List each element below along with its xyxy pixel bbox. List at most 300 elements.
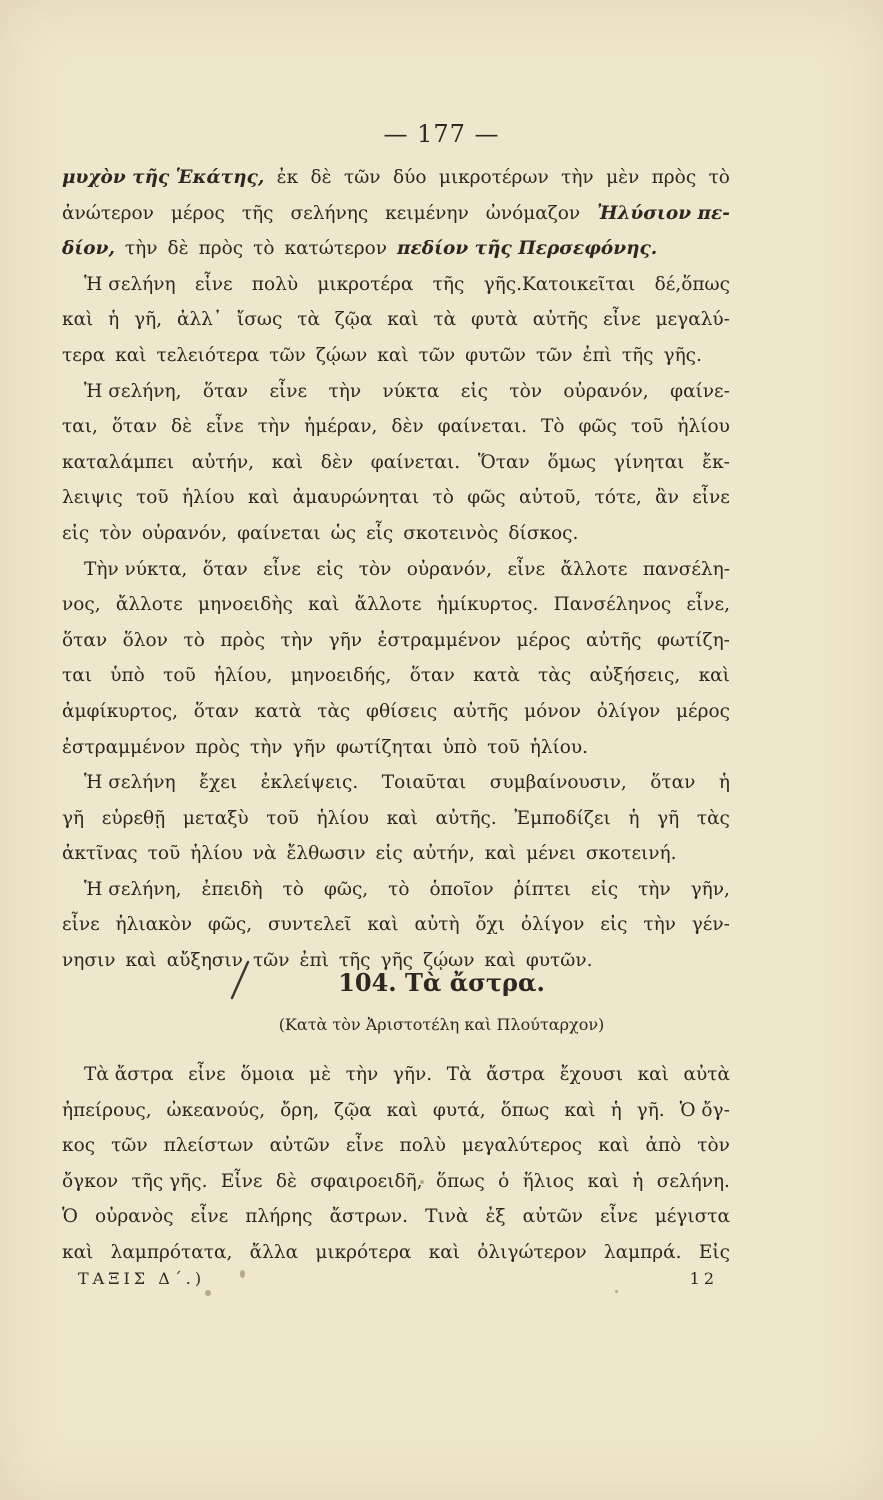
word: εἰς bbox=[460, 380, 488, 402]
word: αὐτῆς bbox=[452, 700, 509, 722]
word: καὶ bbox=[271, 451, 303, 473]
word: τότε, bbox=[594, 487, 642, 509]
word: τῆς bbox=[621, 344, 654, 366]
word: δέ,ὅπως bbox=[654, 273, 730, 295]
word: εἶνε bbox=[194, 273, 233, 295]
word: φαίνεται. bbox=[370, 451, 461, 473]
word: μικροτέρων bbox=[438, 167, 549, 188]
word: μέρος bbox=[516, 629, 571, 651]
page-number: — 177 — bbox=[383, 120, 500, 148]
word: ὅλον bbox=[122, 629, 168, 651]
word: τὸ bbox=[708, 167, 730, 188]
word: μεταξὺ bbox=[182, 807, 249, 829]
word: Ἡ σελήνη, bbox=[84, 380, 182, 402]
word: καὶ bbox=[587, 1170, 619, 1192]
word: ἡλίου, bbox=[214, 665, 273, 687]
word: ἄλλοτε bbox=[115, 594, 183, 616]
text-line bbox=[62, 552, 730, 588]
word: κατὰ bbox=[254, 700, 302, 722]
word: ἐξ bbox=[485, 1206, 506, 1228]
word: καὶ bbox=[377, 344, 409, 366]
word: τερα bbox=[62, 344, 106, 366]
word: γῆ bbox=[657, 807, 680, 829]
word: κειμένην bbox=[385, 202, 469, 224]
word: καὶ bbox=[62, 1241, 94, 1263]
word: ὅταν bbox=[62, 629, 108, 651]
word: αὐτήν, bbox=[412, 843, 475, 865]
word: τοῦ bbox=[266, 807, 299, 829]
word: ἐκλείψεις. bbox=[260, 772, 359, 794]
word: Ἡ σελήνη, bbox=[84, 878, 182, 900]
word: καὶ bbox=[62, 309, 94, 331]
word: μέρος bbox=[170, 202, 225, 224]
text-line bbox=[62, 196, 730, 232]
word: δίσκος. bbox=[508, 522, 579, 544]
word: φυτῶν. bbox=[525, 950, 593, 972]
word: ἔκ- bbox=[702, 451, 730, 473]
ink-speck bbox=[615, 1290, 618, 1293]
section-number: 104. bbox=[338, 968, 397, 997]
word: τὸ bbox=[253, 238, 275, 260]
word: ἥλιος bbox=[522, 1170, 575, 1192]
word: τὰς bbox=[538, 665, 572, 687]
body-text-top bbox=[62, 160, 730, 979]
word: εἰς bbox=[590, 878, 619, 900]
word: γῆν bbox=[328, 629, 362, 651]
word: ἂν bbox=[655, 487, 679, 509]
text-line bbox=[62, 1057, 730, 1093]
word: γῆς.Κατοικεῖται bbox=[483, 273, 636, 295]
word: σκοτεινὸς bbox=[403, 522, 499, 544]
text-line bbox=[62, 409, 730, 445]
signature-number: 12 bbox=[689, 1269, 718, 1288]
word: ται, bbox=[62, 416, 98, 438]
word: οὐρανόν, bbox=[406, 558, 493, 580]
word: ἀλλ᾽ bbox=[176, 309, 223, 331]
word: τῶν bbox=[269, 344, 306, 366]
word: ἔχουσι bbox=[559, 1064, 623, 1085]
word: τὸ bbox=[432, 487, 454, 509]
word: ὅταν bbox=[202, 558, 248, 580]
word: ἡμέραν, bbox=[304, 416, 378, 438]
ink-speck bbox=[205, 1290, 211, 1296]
word: γῆς bbox=[380, 950, 414, 972]
word: αὐξήσεις, bbox=[589, 665, 681, 687]
section-source: (Κατὰ τὸν Ἀριστοτέλη καὶ Πλούταρχον) bbox=[278, 1015, 605, 1034]
word: φῶς bbox=[467, 487, 506, 509]
word: πλήρης bbox=[245, 1206, 313, 1228]
paragraph bbox=[62, 160, 730, 267]
word: τὴν bbox=[561, 167, 594, 188]
word: Ἐμποδίζει bbox=[514, 807, 611, 829]
word: σφαιροειδῆ, bbox=[310, 1170, 423, 1192]
word: νύκτα bbox=[382, 380, 440, 402]
word: λαμπρότατα, bbox=[110, 1241, 233, 1263]
word: τῆς bbox=[241, 202, 274, 224]
word: εἰς bbox=[600, 914, 628, 936]
signature-label: ΤΑΞΙΣ Δ΄.) bbox=[78, 1269, 206, 1288]
word: ἄλλοτε bbox=[560, 558, 628, 580]
word: τῆς bbox=[338, 950, 371, 972]
word: μεγαλύ- bbox=[655, 309, 730, 331]
word: εἶνε bbox=[692, 487, 730, 509]
word: εἶνε bbox=[190, 1206, 229, 1228]
word: καὶ bbox=[598, 1135, 630, 1157]
word: τὴν bbox=[643, 914, 676, 936]
word: Πανσέληνος bbox=[553, 594, 672, 616]
paragraph bbox=[62, 765, 730, 872]
word: λαμπρά. bbox=[603, 1241, 682, 1263]
word: τὸν bbox=[358, 558, 392, 580]
word: μένει bbox=[526, 843, 576, 865]
word: καὶ bbox=[308, 594, 340, 616]
word: δὲ bbox=[310, 167, 332, 188]
word: τὴν bbox=[345, 1064, 379, 1085]
body-text-bottom bbox=[62, 1057, 730, 1271]
word: αὐτοῦ, bbox=[519, 487, 582, 509]
word: ἔχει bbox=[199, 772, 238, 794]
word: τὸ bbox=[183, 629, 205, 651]
word: ἴσως bbox=[237, 309, 283, 331]
word: γῆ. bbox=[636, 1099, 665, 1121]
word: ὅπως bbox=[435, 1170, 485, 1192]
word: εἶνε bbox=[62, 914, 100, 936]
word: εἶνε bbox=[188, 1064, 226, 1085]
ink-speck bbox=[240, 1270, 245, 1278]
word: ὄχι bbox=[475, 914, 506, 936]
word: καὶ bbox=[484, 843, 517, 865]
word: αὐτὰ bbox=[683, 1064, 730, 1085]
word: ἄστρων. bbox=[329, 1206, 409, 1228]
word: ἐπειδὴ bbox=[201, 878, 263, 900]
word: τελειότερα bbox=[156, 344, 260, 366]
word: οὐρανόν, bbox=[141, 522, 228, 544]
word: εὑρεθῇ bbox=[101, 807, 166, 829]
word: Ὁ bbox=[62, 1206, 78, 1228]
word: ἡλίου bbox=[182, 487, 235, 509]
text-line bbox=[62, 907, 730, 943]
word: ἀκτῖνας bbox=[62, 843, 138, 865]
word: ὅμως bbox=[547, 451, 597, 473]
word: νησιν bbox=[62, 950, 116, 972]
word: αὐτήν, bbox=[191, 451, 254, 473]
word: ἡλίου bbox=[316, 807, 369, 829]
word: φωτίζηται bbox=[335, 736, 433, 758]
word: τὴν bbox=[249, 736, 283, 758]
word: εἷς bbox=[366, 522, 394, 544]
word: σελήνης bbox=[290, 202, 369, 224]
word: ζῷα bbox=[334, 1099, 372, 1121]
word: δὲ bbox=[170, 416, 193, 438]
word: ἡ bbox=[628, 807, 640, 829]
word: ἡ bbox=[108, 309, 120, 331]
text-line bbox=[62, 338, 730, 374]
word: τοῦ bbox=[630, 416, 664, 438]
word: τῆς γῆς. bbox=[131, 1170, 208, 1192]
word: γέν- bbox=[691, 914, 730, 936]
word: καὶ bbox=[247, 487, 280, 509]
word: Ὁ ὄγ- bbox=[679, 1099, 730, 1121]
word: φῶς, bbox=[207, 914, 253, 936]
word: φῶς bbox=[578, 416, 617, 438]
word: κος bbox=[62, 1135, 96, 1157]
word: αὐτῆς bbox=[586, 629, 642, 651]
word: εἶνε bbox=[263, 558, 301, 580]
word: ὡς bbox=[330, 522, 357, 544]
word: φυτὰ bbox=[470, 309, 518, 331]
word: αὐτῆς bbox=[532, 309, 589, 331]
word: εἶνε bbox=[269, 380, 308, 402]
word: ὁποῖον bbox=[429, 878, 494, 900]
word: ἐπὶ bbox=[582, 344, 612, 366]
word: μηνοειδὴς bbox=[197, 594, 293, 616]
word: φῶς, bbox=[323, 878, 369, 900]
word: τὸν bbox=[697, 1135, 730, 1157]
word: εἶνε bbox=[205, 416, 244, 438]
word: εἰς bbox=[62, 522, 90, 544]
word: ἡ bbox=[718, 772, 730, 794]
word: ἄστρα bbox=[486, 1064, 545, 1085]
word: τὴν bbox=[257, 416, 291, 438]
ink-speck bbox=[420, 1180, 424, 1184]
word: μόνον bbox=[524, 700, 581, 722]
word: δὲ bbox=[167, 238, 189, 260]
word: ἡ bbox=[632, 1170, 644, 1192]
word: φαίνεται. bbox=[437, 416, 528, 438]
paragraph bbox=[62, 552, 730, 766]
word: νος, bbox=[62, 594, 101, 616]
text-line bbox=[62, 623, 730, 659]
word: καὶ bbox=[387, 309, 419, 331]
text-line bbox=[62, 267, 730, 303]
word: τὰ bbox=[433, 309, 457, 331]
word: τὰς bbox=[696, 807, 730, 829]
word: πανσέλη- bbox=[642, 558, 730, 580]
word: ὀλίγον bbox=[520, 914, 585, 936]
text-line bbox=[62, 694, 730, 730]
word: πρὸς bbox=[195, 736, 240, 758]
word: σκοτεινή. bbox=[585, 843, 677, 865]
word: Τὰ ἄστρα bbox=[84, 1064, 174, 1085]
word: γῆν, bbox=[690, 878, 730, 900]
word: καὶ bbox=[484, 950, 516, 972]
word: πρὸς bbox=[198, 238, 244, 260]
word: Τὰ bbox=[446, 1064, 472, 1085]
word: φαίνε- bbox=[670, 380, 730, 402]
word: ὄγκον bbox=[62, 1170, 119, 1192]
word: ἀμαυρώνηται bbox=[292, 487, 420, 509]
word: Τὸ bbox=[540, 416, 565, 438]
section-title: Τὰ ἄστρα. bbox=[405, 968, 545, 997]
word: τὴν bbox=[124, 238, 158, 260]
word: οὐρανὸς bbox=[94, 1206, 174, 1228]
word: Ἠλύσιον πε- bbox=[597, 202, 730, 224]
text-line bbox=[62, 1093, 730, 1129]
text-line bbox=[62, 1128, 730, 1164]
word: φυτά, bbox=[432, 1099, 486, 1121]
word: τῶν bbox=[418, 344, 456, 366]
word: δὲν bbox=[391, 416, 424, 438]
word: κατὰ bbox=[473, 665, 520, 687]
word: ἐκ bbox=[276, 167, 299, 188]
word: ἡλιακὸν bbox=[115, 914, 193, 936]
word: φωτίζη- bbox=[657, 629, 730, 651]
word: ἀπὸ bbox=[645, 1135, 682, 1157]
text-line bbox=[62, 480, 730, 516]
word: ὅταν bbox=[650, 772, 696, 794]
word: καὶ bbox=[367, 914, 399, 936]
word: τῶν bbox=[343, 167, 381, 188]
word: Τὴν νύκτα, bbox=[84, 558, 188, 580]
word: αὔξησιν bbox=[166, 950, 243, 972]
word: πλείστων bbox=[163, 1135, 254, 1157]
word: γῆ bbox=[62, 807, 85, 829]
word: μυχὸν τῆς Ἑκάτης, bbox=[62, 167, 265, 188]
word: συμβαίνουσιν, bbox=[489, 772, 627, 794]
word: τοῦ bbox=[163, 665, 196, 687]
word: δίον, bbox=[62, 238, 115, 260]
word: μηνοειδής, bbox=[290, 665, 392, 687]
word: σελήνη. bbox=[656, 1170, 730, 1192]
word: καὶ bbox=[428, 1241, 460, 1263]
word: τὴν bbox=[328, 380, 362, 402]
word: αὐτῶν bbox=[522, 1206, 583, 1228]
word: Εἰς bbox=[698, 1241, 730, 1263]
word: καὶ bbox=[637, 1064, 669, 1085]
word: ἐπὶ bbox=[299, 950, 329, 972]
printer-signature bbox=[78, 1269, 718, 1288]
text-line bbox=[62, 801, 730, 837]
paragraph bbox=[62, 1057, 730, 1271]
word: καὶ bbox=[698, 665, 730, 687]
text-line bbox=[62, 516, 730, 552]
word: ὅταν bbox=[111, 416, 157, 438]
text-line bbox=[62, 445, 730, 481]
word: ὀλιγώτερον bbox=[477, 1241, 587, 1263]
word: εἶνε, bbox=[686, 594, 730, 616]
word: ὀλίγον bbox=[596, 700, 661, 722]
word: δὲ bbox=[275, 1170, 297, 1192]
word: συντελεῖ bbox=[268, 914, 352, 936]
word: τὰς bbox=[317, 700, 351, 722]
word: καὶ bbox=[386, 807, 418, 829]
word: τὴν bbox=[280, 629, 314, 651]
word: γῆν bbox=[292, 736, 326, 758]
word: τοῦ bbox=[136, 487, 169, 509]
word: ἀμφίκυρτος, bbox=[62, 700, 179, 722]
word: τῆς bbox=[432, 273, 465, 295]
word: τοῦ bbox=[147, 843, 181, 865]
word: ἄλλα bbox=[249, 1241, 299, 1263]
text-line bbox=[62, 1164, 730, 1200]
word: εἶνε bbox=[345, 1135, 384, 1157]
word: καὶ bbox=[386, 1099, 418, 1121]
word: δύο bbox=[392, 167, 427, 188]
word: ζῷα bbox=[334, 309, 373, 331]
word: τὴν bbox=[638, 878, 671, 900]
word: μικρότερα bbox=[315, 1241, 412, 1263]
word: ὑπὸ bbox=[442, 736, 478, 758]
word: πρὸς bbox=[220, 629, 265, 651]
word: μὲ bbox=[309, 1064, 331, 1085]
word: καταλάμπει bbox=[62, 451, 175, 473]
word: πεδίον τῆς Περσεφόνης. bbox=[396, 238, 658, 260]
paragraph bbox=[62, 374, 730, 552]
word: ζῴων bbox=[315, 344, 368, 366]
text-line bbox=[62, 160, 730, 196]
text-line bbox=[62, 872, 730, 908]
word: Τοιαῦται bbox=[381, 772, 467, 794]
word: ὅταν bbox=[193, 700, 239, 722]
word: φθίσεις bbox=[366, 700, 438, 722]
word: οὐρανόν, bbox=[563, 380, 649, 402]
word: ἡλίου. bbox=[529, 736, 589, 758]
word: ἡλίου bbox=[190, 843, 243, 865]
word: ὄρη, bbox=[280, 1099, 320, 1121]
word: γῆ, bbox=[134, 309, 163, 331]
word: μὲν bbox=[606, 167, 640, 188]
word: ὅπως bbox=[500, 1099, 550, 1121]
word: Ἡ σελήνη bbox=[84, 772, 176, 794]
word: ται bbox=[62, 665, 92, 687]
word: μικροτέρα bbox=[317, 273, 414, 295]
word: ὅταν bbox=[409, 665, 455, 687]
word: Ὅταν bbox=[477, 451, 530, 473]
word: τὸν bbox=[99, 522, 132, 544]
word: Τινὰ bbox=[425, 1206, 469, 1228]
word: εἶνε bbox=[603, 309, 641, 331]
word: αὐτῶν bbox=[269, 1135, 330, 1157]
word: νὰ bbox=[252, 843, 277, 865]
word: γῆν. bbox=[392, 1064, 433, 1085]
text-line bbox=[62, 730, 730, 766]
text-line bbox=[62, 1199, 730, 1235]
word: τῶν bbox=[252, 950, 290, 972]
word: τῶν bbox=[535, 344, 573, 366]
word: ὑπὸ bbox=[110, 665, 145, 687]
paragraph bbox=[62, 267, 730, 374]
word: καὶ bbox=[564, 1099, 596, 1121]
word: φαίνεται bbox=[237, 522, 321, 544]
word: τὸν bbox=[509, 380, 542, 402]
word: Ἡ σελήνη bbox=[84, 273, 176, 295]
word: ὅμοια bbox=[240, 1064, 295, 1085]
word: μεγαλύτερος bbox=[461, 1135, 583, 1157]
section-heading bbox=[0, 968, 883, 997]
word: φυτῶν bbox=[465, 344, 526, 366]
text-line bbox=[62, 587, 730, 623]
text-line bbox=[62, 231, 730, 267]
word: μέγιστα bbox=[654, 1206, 730, 1228]
word: πρὸς bbox=[651, 167, 697, 188]
word: ὅταν bbox=[202, 380, 249, 402]
word: τὸ bbox=[388, 878, 410, 900]
word: ἡμίκυρτος. bbox=[436, 594, 539, 616]
word: δὲν bbox=[320, 451, 354, 473]
word: πολὺ bbox=[251, 273, 299, 295]
word: πολὺ bbox=[399, 1135, 446, 1157]
word: μέρος bbox=[676, 700, 730, 722]
word: Εἶνε bbox=[220, 1170, 263, 1192]
word: εἶνε bbox=[599, 1206, 638, 1228]
text-line bbox=[62, 374, 730, 410]
word: εἰς bbox=[375, 843, 403, 865]
text-line bbox=[62, 1235, 730, 1271]
word: κατώτερον bbox=[284, 238, 387, 260]
word: τοῦ bbox=[487, 736, 520, 758]
paragraph bbox=[62, 872, 730, 979]
word: καὶ bbox=[115, 344, 147, 366]
